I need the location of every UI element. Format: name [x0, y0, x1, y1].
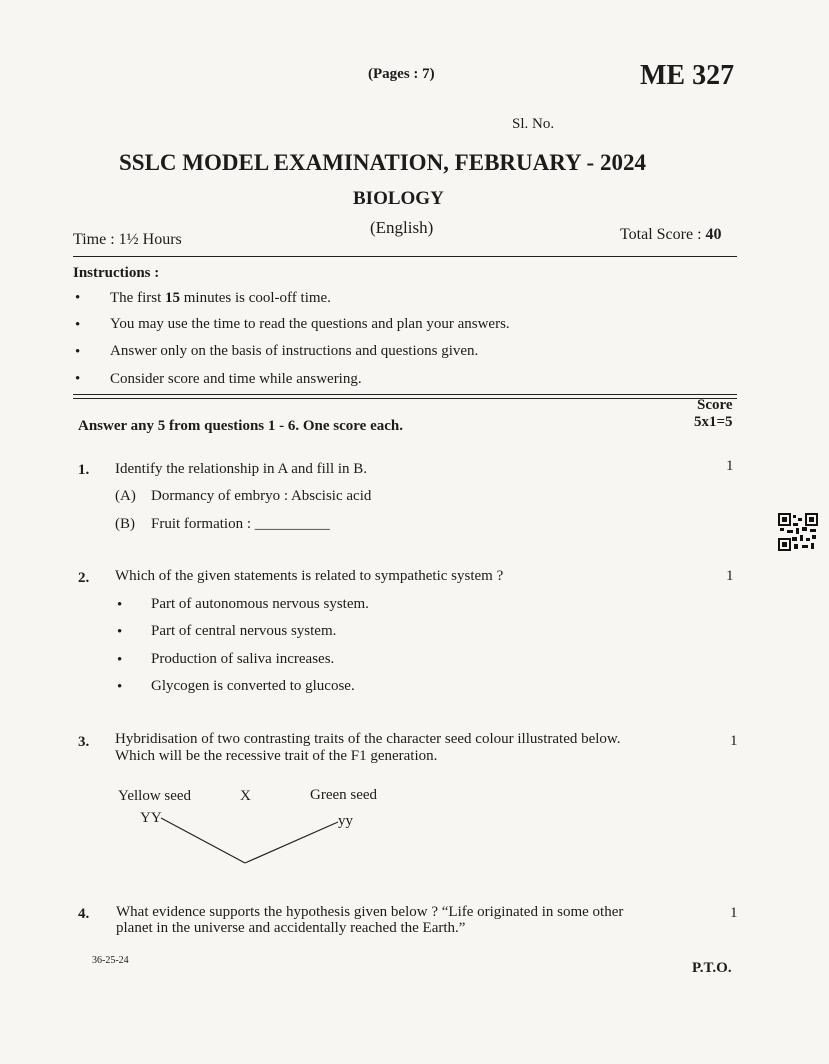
part-label: (B) — [115, 516, 135, 532]
qr-code-icon — [778, 513, 818, 551]
question-number: 1. — [78, 462, 90, 478]
question-text: Which of the given statements is related to sympathetic system ? — [115, 568, 504, 584]
instruction-bullet — [75, 290, 80, 307]
question-text: Identify the relationship in A and fill in B. — [115, 461, 368, 477]
cross-genotype-right: yy — [338, 813, 353, 829]
question-text: Hybridisation of two contrasting traits of the character seed colour illustrated below. — [115, 731, 621, 747]
instruction-item: Answer only on the basis of instructions and questions given. — [110, 343, 479, 359]
question-text: What evidence supports the hypothesis given below ? “Life originated in some other — [116, 904, 624, 920]
question-score: 1 — [726, 458, 734, 474]
question-score: 1 — [730, 733, 738, 749]
instruction-bullet — [75, 317, 80, 334]
option-text: Glycogen is converted to glucose. — [151, 678, 355, 694]
serial-number-label: Sl. No. — [512, 116, 555, 132]
question-text: Which will be the recessive trait of the F1 generation. — [115, 748, 438, 764]
cross-line-right — [245, 822, 338, 863]
cross-parent-right-label: Green seed — [310, 787, 378, 803]
option-bullet — [117, 597, 122, 614]
total-score-value: 40 — [705, 226, 722, 243]
medium-label: (English) — [370, 218, 434, 237]
cross-diagram — [110, 810, 350, 870]
section-instruction: Answer any 5 from questions 1 - 6. One score each. — [78, 418, 403, 434]
instructions-divider-top — [73, 394, 737, 395]
instruction-bullet — [75, 371, 80, 388]
instruction-bullet — [75, 344, 80, 361]
option-bullet — [117, 652, 122, 669]
part-text: Fruit formation : __________ — [151, 516, 330, 532]
time-allowed: Time : 1½ Hours — [73, 231, 182, 248]
total-score — [620, 226, 722, 244]
question-score: 1 — [726, 568, 734, 584]
part-label: (A) — [115, 488, 136, 504]
footer-code: 36-25-24 — [92, 955, 129, 966]
question-number: 2. — [78, 570, 90, 586]
option-text: Production of saliva increases. — [151, 651, 335, 667]
instructions-heading: Instructions : — [73, 265, 160, 281]
question-text: planet in the universe and accidentally reached the Earth.” — [116, 920, 466, 936]
part-text: Dormancy of embryo : Abscisic acid — [151, 488, 372, 504]
header-divider — [73, 256, 737, 257]
instruction-text: minutes is cool-off time. — [179, 290, 331, 306]
instruction-item: You may use the time to read the questions and plan your answers. — [110, 316, 510, 332]
page-turn-label: P.T.O. — [692, 960, 732, 976]
option-text: Part of central nervous system. — [151, 623, 337, 639]
cross-line-left — [161, 818, 245, 863]
cross-parent-left-label: Yellow seed — [118, 788, 192, 804]
option-text: Part of autonomous nervous system. — [151, 596, 369, 612]
instructions-divider-bottom — [73, 398, 737, 399]
question-number: 4. — [78, 906, 90, 922]
cross-genotype-left: YY — [140, 810, 162, 826]
instruction-emphasis: 15 — [164, 290, 180, 306]
exam-title: SSLC MODEL EXAMINATION, FEBRUARY - 2024 — [119, 150, 646, 175]
score-column-label: Score — [697, 397, 733, 413]
instruction-text: The first — [110, 290, 165, 306]
total-score-label: Total Score : — [620, 226, 706, 243]
instruction-item: Consider score and time while answering. — [110, 371, 362, 387]
question-number: 3. — [78, 734, 90, 750]
question-score: 1 — [730, 905, 738, 921]
option-bullet — [117, 624, 122, 641]
cross-symbol: X — [240, 788, 251, 804]
pages-count: (Pages : 7) — [368, 66, 435, 82]
paper-code: ME 327 — [640, 60, 735, 91]
subject-title: BIOLOGY — [353, 188, 444, 209]
option-bullet — [117, 679, 122, 696]
section-score-formula: 5x1=5 — [694, 414, 733, 430]
instruction-item — [110, 290, 331, 307]
